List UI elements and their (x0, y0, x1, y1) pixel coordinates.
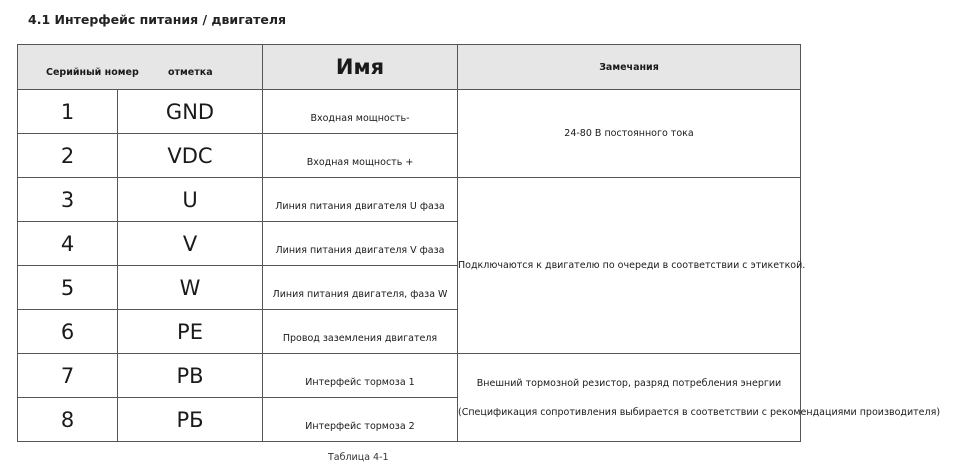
cell-serial: 8 (18, 398, 118, 442)
cell-name (263, 90, 458, 134)
cell-name-text: Линия питания двигателя U фаза (275, 201, 445, 212)
cell-mark: U (118, 178, 263, 222)
cell-notes-group2 (458, 178, 806, 354)
interface-table (17, 44, 941, 442)
cell-serial: 6 (18, 310, 118, 354)
cell-mark: PE (118, 310, 263, 354)
header-name: Имя (263, 45, 458, 90)
header-serial-mark (18, 45, 263, 90)
cell-serial: 7 (18, 354, 118, 398)
cell-name-text: Провод заземления двигателя (282, 333, 438, 344)
cell-mark: GND (118, 90, 263, 134)
cell-serial: 3 (18, 178, 118, 222)
cell-name (263, 398, 458, 442)
cell-name-text: Входная мощность- (310, 113, 410, 124)
cell-serial: 4 (18, 222, 118, 266)
cell-name-text: Линия питания двигателя V фаза (275, 245, 445, 256)
cell-name (263, 310, 458, 354)
cell-name (263, 222, 458, 266)
cell-notes-group3 (458, 354, 941, 442)
cell-name-text: Интерфейс тормоза 2 (305, 421, 415, 432)
table-row (18, 178, 801, 222)
cell-serial: 2 (18, 134, 118, 178)
cell-name-text: Входная мощность + (306, 157, 414, 168)
notes-group3-line1: Внешний тормозной резистор, разряд потребления энергии (476, 377, 782, 389)
table-row (18, 354, 801, 398)
cell-serial: 1 (18, 90, 118, 134)
cell-name (263, 354, 458, 398)
cell-mark: VDC (118, 134, 263, 178)
cell-name (263, 178, 458, 222)
cell-mark: РБ (118, 398, 263, 442)
cell-serial: 5 (18, 266, 118, 310)
cell-name-text: Линия питания двигателя, фаза W (272, 289, 448, 300)
notes-group2-text: Подключаются к двигателю по очереди в соответствии с этикеткой. (458, 260, 806, 271)
table-header-row (18, 45, 801, 90)
header-mark: отметка (168, 67, 213, 78)
header-notes: Замечания (458, 45, 801, 90)
cell-name-text: Интерфейс тормоза 1 (305, 377, 415, 388)
cell-mark: W (118, 266, 263, 310)
cell-notes-group1: 24-80 В постоянного тока (458, 90, 801, 178)
section-title: 4.1 Интерфейс питания / двигателя (28, 12, 287, 27)
table-caption: Таблица 4-1 (328, 452, 389, 463)
cell-mark: PB (118, 354, 263, 398)
cell-name (263, 266, 458, 310)
table-row (18, 90, 801, 134)
cell-name (263, 134, 458, 178)
cell-mark: V (118, 222, 263, 266)
header-serial: Серийный номер (46, 67, 139, 78)
notes-group3-line2: (Спецификация сопротивления выбирается в соответствии с рекомендациями производителя) (458, 406, 941, 418)
